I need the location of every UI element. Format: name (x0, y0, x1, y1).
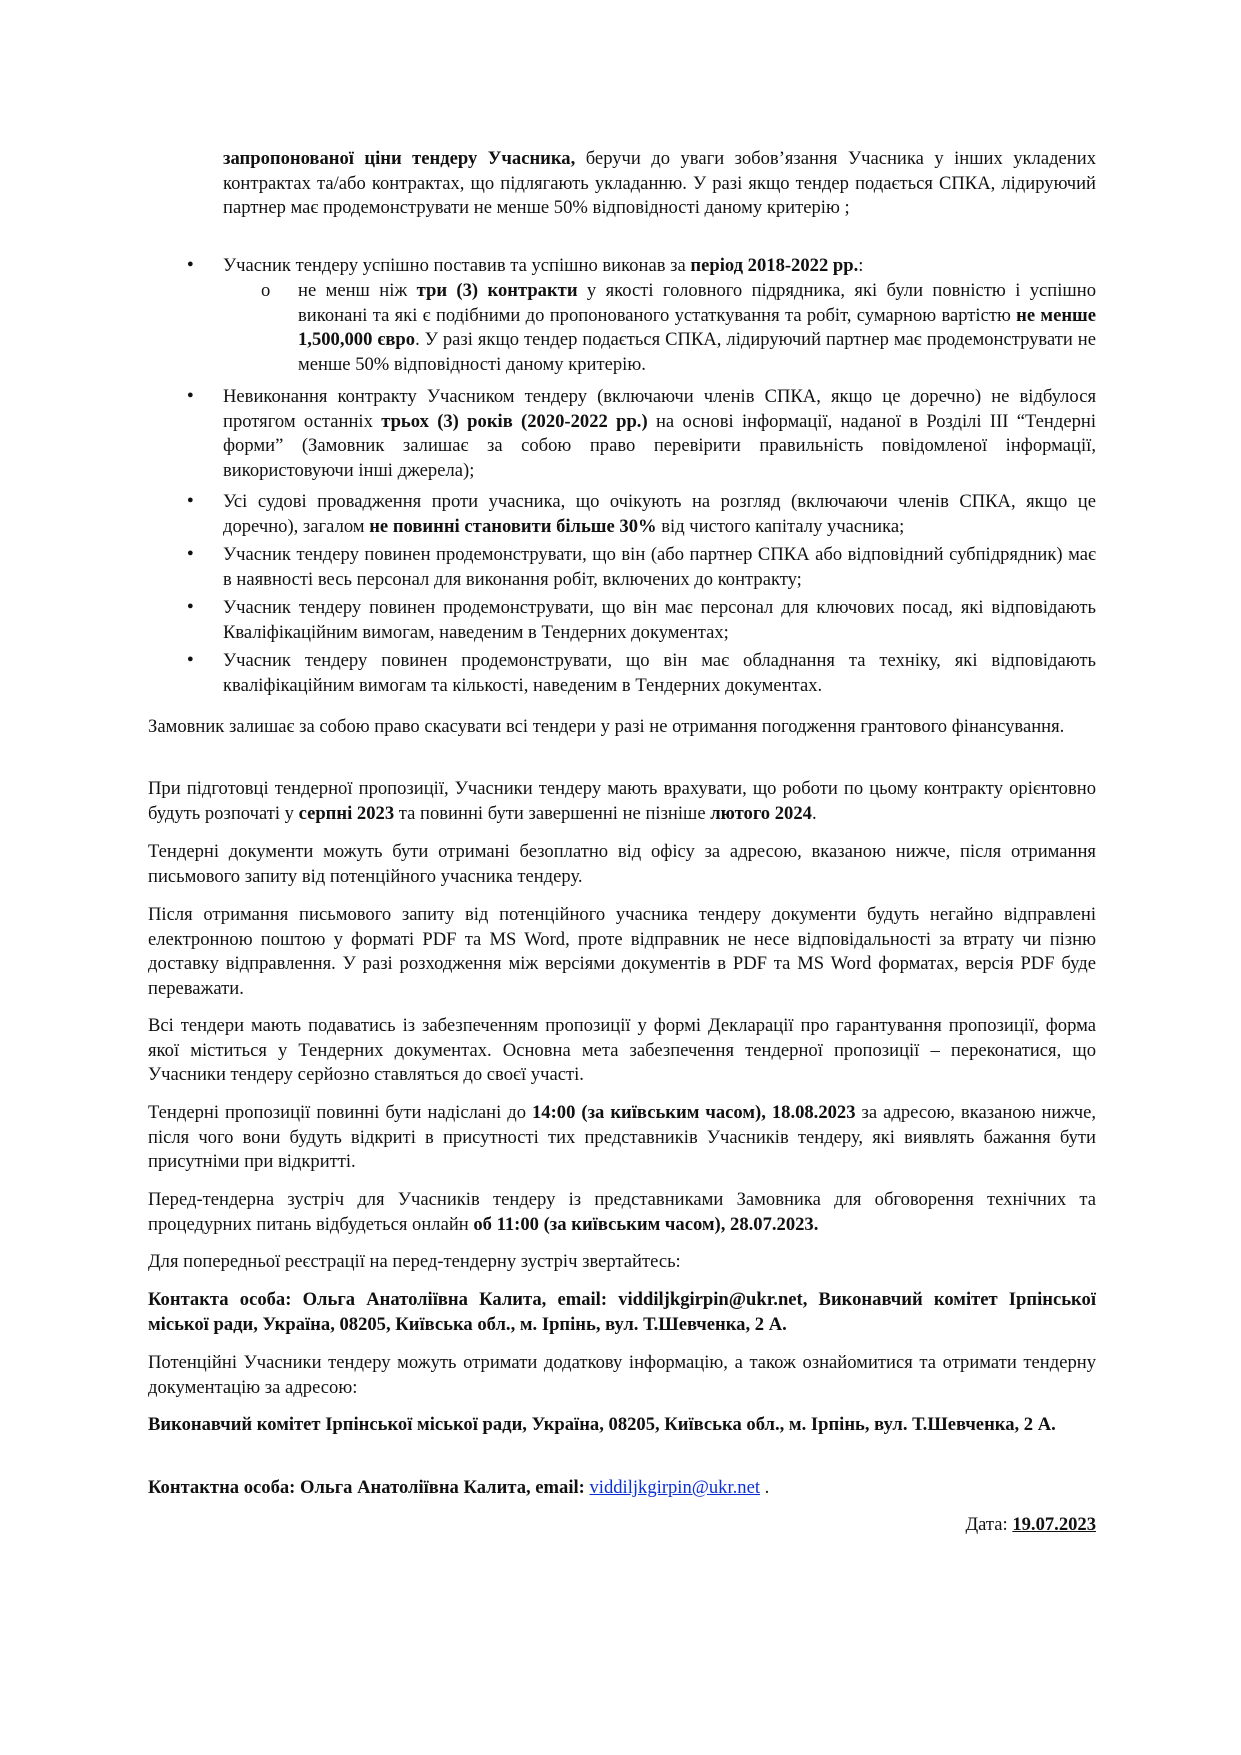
email-link[interactable]: viddiljkgirpin@ukr.net (589, 1477, 761, 1498)
paragraph-security: Всі тендери мають подаватись із забезпеченням пропозиції у формі Декларації про гарантування пропозиції, форма якої міститься у Тендерних документах. Основна мета забезпечення тендерної пропозиції – переконатися, що Учасники тендеру серйозно ставляться до своєї участі. (148, 1015, 1096, 1086)
bullet-item-key-staff: Учасник тендеру повинен продемонструвати, що він має персонал для ключових посад, які відповідають Кваліфікаційним вимогам, наведеним в Тендерних документах; (223, 597, 1096, 643)
paragraph-delivery: Після отримання письмового запиту від потенційного учасника тендеру документи будуть негайно відправлені електронною поштою у форматі PDF та MS Word, проте відправник не несе відповідальності за втрату чи пізню доставку відправлення. У разі розходження між версіями документів в PDF та MS Word форматах, версія PDF буде переважати. (148, 904, 1096, 999)
paragraph-cancellation: Замовник залишає за собою право скасувати всі тендери у разі не отримання погодження грантового фінансування. (148, 716, 1065, 737)
bold-text: запропонованої ціни тендеру Учасника, (223, 148, 576, 169)
bullet-item-personnel: Учасник тендеру повинен продемонструвати, що він (або партнер СПКА або відповідний субпідрядник) має в наявності весь персонал для виконання робіт, включених до контракту; (223, 544, 1096, 590)
bullet-icon: ● (187, 389, 194, 401)
paragraph-contact: Контакта особа: Ольга Анатоліївна Калита, email: viddiljkgirpin@ukr.net, Виконавчий комітет Ірпінської міської ради, Україна, 08205, Київська обл., м. Ірпінь, вул. Т.Шевченка, 2 А. (148, 1289, 1096, 1335)
bullet-icon: ● (187, 258, 194, 270)
paragraph-schedule: При підготовці тендерної пропозиції, Учасники тендеру мають врахувати, що роботи по цьому контракту орієнтовно будуть розпочаті у серпні 2023 та повинні бути завершенні не пізніше лютого 2024. (148, 778, 1096, 824)
paragraph-registration: Для попередньої реєстрації на перед-тендерну зустріч звертайтесь: (148, 1251, 681, 1272)
bullet-icon: ● (187, 600, 194, 612)
bullet-item-equipment: Учасник тендеру повинен продемонструвати, що він має обладнання та техніку, які відповідають кваліфікаційним вимогам та кількості, наведеним в Тендерних документах. (223, 650, 1096, 696)
paragraph-documents: Тендерні документи можуть бути отримані безоплатно від офісу за адресою, вказаною нижче, після отримання письмового запиту від потенційного учасника тендеру. (148, 841, 1096, 887)
sub-bullet-item-contracts: не менш ніж три (3) контракти у якості головного підрядника, які були повністю і успішно виконані та які є подібними до пропонованого устаткування та робіт, сумарною вартістю не менше 1,500,000 євро. У разі якщо тендер подається СПКА, лідируючий партнер має продемонструвати не менше 50% відповідності даному критерію. (298, 280, 1097, 375)
paragraph-contact-person: Контактна особа: Ольга Анатоліївна Калита, email: viddiljkgirpin@ukr.net . (148, 1477, 770, 1498)
paragraph-meeting: Перед-тендерна зустріч для Учасників тендеру із представниками Замовника для обговорення технічних та процедурних питань відбудеться онлайн об 11:00 (за київським часом), 28.07.2023. (148, 1189, 1096, 1235)
paragraph-deadline: Тендерні пропозиції повинні бути надіслані до 14:00 (за київським часом), 18.08.2023 за адресою, вказаною нижче, після чого вони будуть відкриті в присутності тих представників Учасників тендеру, які виявлять бажання бути присутніми при відкритті. (148, 1102, 1096, 1173)
paragraph-info: Потенційні Учасники тендеру можуть отримати додаткову інформацію, а також ознайомитися та отримати тендерну документацію за адресою: (148, 1352, 1096, 1398)
date-value: 19.07.2023 (1012, 1514, 1096, 1535)
bullet-item-experience: Учасник тендеру успішно поставив та успішно виконав за період 2018-2022 рр.: (223, 255, 864, 276)
bullet-icon: ● (187, 547, 194, 559)
bullet-icon: ● (187, 653, 194, 665)
sub-bullet-icon: o (261, 280, 271, 301)
bullet-item-litigation: Усі судові провадження проти учасника, що очікують на розгляд (включаючи членів СПКА, якщо це доречно), загалом не повинні становити більше 30% від чистого капіталу учасника; (223, 491, 1096, 537)
paragraph-address: Виконавчий комітет Ірпінської міської ради, Україна, 08205, Київська обл., м. Ірпінь, вул. Т.Шевченка, 2 А. (148, 1414, 1056, 1435)
criteria-continuation: запропонованої ціни тендеру Учасника, беручи до уваги зобов’язання Учасника у інших укладених контрактах та/або контрактах, що підлягають укладанню. У разі якщо тендер подається СПКА, лідируючий партнер має продемонструвати не менше 50% відповідності даному критерію ; (223, 148, 1096, 219)
bullet-item-nonperformance: Невиконання контракту Учасником тендеру (включаючи членів СПКА, якщо це доречно) не відбулося протягом останніх трьох (3) років (2020-2022 рр.) на основі інформації, наданої в Розділі III “Тендерні форми” (Замовник залишає за собою право перевірити правильність повідомленої інформації, використовуючи інші джерела); (223, 386, 1096, 481)
date-line: Дата: 19.07.2023 (965, 1514, 1096, 1535)
bullet-icon: ● (187, 494, 194, 506)
